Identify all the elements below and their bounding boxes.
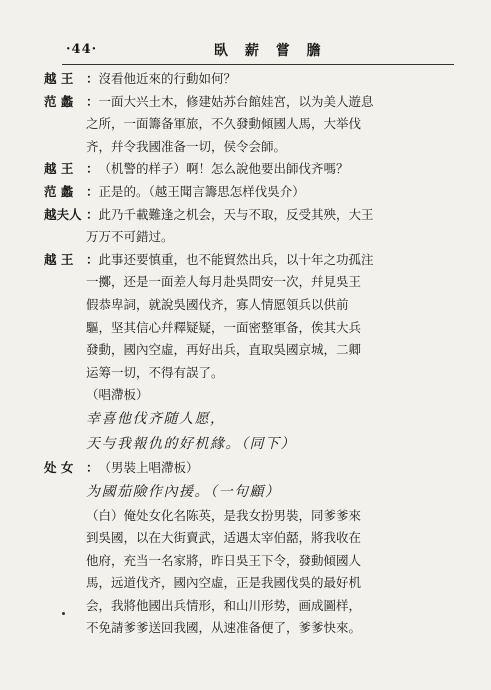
continuation-line	[44, 527, 456, 550]
continuation-line	[44, 113, 456, 136]
continuation-line	[44, 136, 456, 159]
continuation-line	[44, 432, 456, 457]
speaker-colon: ：	[86, 459, 99, 475]
continuation-line	[44, 550, 456, 573]
continuation-line	[44, 271, 456, 294]
speech-text: 驅，坚其信心幷釋疑疑，一面密整軍备，俟其大兵	[86, 319, 362, 335]
continuation-line	[44, 317, 456, 340]
speech-text: （男裝上唱滯板）	[98, 459, 199, 475]
speaker-name: 范 蠡	[44, 183, 74, 199]
speech-text: 此乃千載難逢之机会，天与不取，反受其殃，大王	[98, 206, 374, 222]
speech-text: 沒看他近來的行動如何？	[98, 71, 237, 86]
speech-text: （机警的样子）啊！怎么說他要出師伐齐嗎？	[98, 161, 349, 177]
speech-text: 此事还要慎重，也不能貿然出兵，以十年之功孤注	[98, 251, 374, 267]
dialogue-line	[44, 249, 456, 272]
speaker-colon: ：	[86, 183, 99, 199]
continuation-line	[44, 617, 456, 640]
speech-text: 运筹一切，不得有誤了。	[86, 364, 224, 380]
speaker-colon: ：	[86, 93, 99, 109]
header-rule	[62, 64, 454, 65]
speech-text: 万万不可錯过。	[86, 229, 174, 245]
sung-lyric: 为國茄險作內援。（一句顧）	[86, 483, 281, 500]
speech-text: 一擲，还是一面差人每月赴吳問安一次，幷見吳王	[86, 274, 362, 290]
print-dot	[62, 612, 65, 615]
continuation-line	[44, 226, 456, 249]
dialogue-line	[44, 181, 456, 204]
speech-text: （白）俺处女化名陈英，是我女扮男裝，同爹爹來	[86, 507, 362, 523]
speech-text: 正是的。（越王聞言籌思怎样伐吳介）	[98, 183, 305, 199]
dialogue-line	[44, 457, 456, 480]
continuation-line	[44, 480, 456, 505]
speech-text: 之所，一面籌备軍旅，不久發動傾國人馬，大举伐	[86, 116, 362, 132]
speech-text: 会，我將他國出兵情形，和山川形势，画成圖样，	[86, 597, 362, 613]
dialogue-line	[44, 68, 456, 91]
speech-text: 假恭卑詞，就說吳國伐齐，寡人情愿領兵以供前	[86, 296, 349, 312]
speech-text: 發動，國內空虛，再好出兵，直取吳國京城，二卿	[86, 342, 362, 358]
continuation-line	[44, 294, 456, 317]
dialogue-line	[44, 158, 456, 181]
speech-text: 馬，远道伐齐，國內空虛，正是我國伐吳的最好机	[86, 575, 362, 591]
speaker-name: 越 王	[44, 71, 74, 86]
speaker-colon: ：	[86, 251, 99, 267]
running-title: 臥 薪 嘗 膽	[214, 43, 327, 59]
speaker-colon: ：	[86, 206, 99, 222]
continuation-line	[44, 505, 456, 528]
continuation-line	[44, 362, 456, 385]
sung-lyric: 幸喜他伐齐随人愿，	[86, 410, 226, 427]
page-number: ·44·	[66, 42, 98, 57]
speech-text: 他府，充当一名家將，昨日吳王下令，發動傾國人	[86, 552, 362, 568]
continuation-line	[44, 572, 456, 595]
speaker-name: 处 女	[44, 459, 74, 475]
speaker-name: 范 蠡	[44, 93, 74, 109]
speech-text: 到吳國，以在大街賣武，适遇太宰伯嚭，將我收在	[86, 530, 362, 546]
sung-lyric: 天与我報仇的好机緣。（同下）	[86, 435, 296, 452]
speech-text: 一面大兴土木，修建姑苏台館娃宮，以为美人遊息	[98, 93, 374, 109]
speech-text: （唱滯板）	[86, 387, 149, 403]
speaker-name: 越 王	[44, 161, 74, 177]
speaker-name: 越 王	[44, 251, 74, 267]
page-header	[44, 36, 444, 64]
speaker-colon: ：	[86, 161, 99, 177]
continuation-line	[44, 407, 456, 432]
speaker-colon: ：	[86, 71, 99, 86]
continuation-line	[44, 595, 456, 618]
dialogue-line	[44, 91, 456, 114]
speech-text: 不免請爹爹送回我國，从速准备便了，爹爹快來。	[86, 620, 362, 636]
dialogue-line	[44, 204, 456, 227]
speech-text: 齐，幷令我國准备一切，侯令会師。	[86, 138, 287, 154]
speaker-name: 越夫人	[44, 206, 82, 222]
continuation-line	[44, 384, 456, 407]
continuation-line	[44, 339, 456, 362]
script-text	[44, 68, 456, 640]
